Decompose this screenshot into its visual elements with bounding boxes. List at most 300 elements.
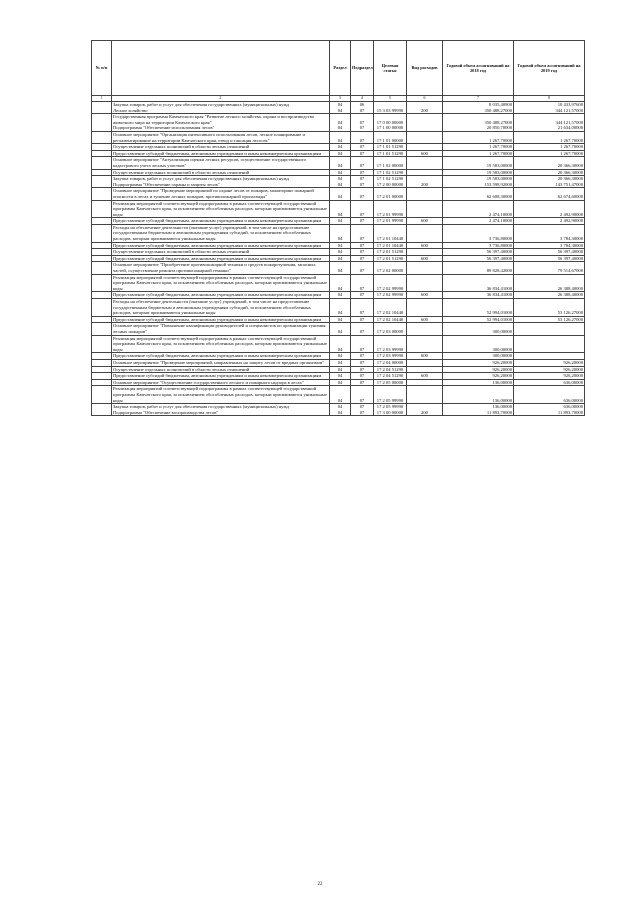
row-name-cell xyxy=(112,404,330,416)
cell-line: 79 514,67000 xyxy=(557,268,583,274)
row-num-cell xyxy=(92,379,112,386)
cell-line: 2 492,90000 xyxy=(560,211,583,217)
cell-line: 11 893,70000 xyxy=(557,409,583,415)
cell-line: Предоставление субсидий бюджетным, автономным учреждениям и иным некоммерческим организациям xyxy=(113,150,322,156)
row-vr-cell xyxy=(407,169,443,176)
row-vr-cell xyxy=(407,131,443,143)
cell-line: 04 xyxy=(337,316,343,322)
cell-line: 20 366,30000 xyxy=(557,169,583,175)
table-row xyxy=(92,249,585,256)
cell-line: Подпрограмма "Обеспечение использования лесов" xyxy=(113,125,215,131)
row-csr-cell xyxy=(374,274,407,292)
row-name-cell xyxy=(112,131,330,143)
row-num-cell xyxy=(92,224,112,242)
row-2019-cell xyxy=(514,335,585,353)
row-vr-cell xyxy=(407,373,443,380)
table-row xyxy=(92,274,585,292)
cell-line: 62 608,30000 xyxy=(486,193,512,199)
row-2019-cell xyxy=(514,169,585,176)
cell-line: 04 xyxy=(337,193,343,199)
cell-line: 04 xyxy=(337,181,343,187)
row-csr-cell xyxy=(374,379,407,386)
table-row xyxy=(92,255,585,262)
row-name-cell xyxy=(112,366,330,373)
cell-line: 136,00000 xyxy=(492,404,512,410)
cell-line: 04 xyxy=(337,218,343,224)
column-number: 8 xyxy=(514,96,585,102)
table-row xyxy=(92,176,585,188)
cell-line: 07 xyxy=(359,242,365,248)
row-razdel-cell xyxy=(330,249,351,256)
cell-line: 3 784,30000 xyxy=(560,242,583,248)
row-2019-cell xyxy=(514,274,585,292)
row-vr-cell xyxy=(407,359,443,366)
row-csr-cell xyxy=(374,262,407,274)
row-csr-cell xyxy=(374,242,407,249)
cell-line: Закупка товаров, работ и услуг для обеспечения государственных (муниципальных) нужд xyxy=(113,102,289,107)
row-name-cell xyxy=(112,353,330,360)
cell-line: 07 xyxy=(359,211,365,217)
cell-line: 56 397,40000 xyxy=(486,249,512,255)
row-vr-cell xyxy=(407,404,443,416)
row-podrazdel-cell xyxy=(351,255,374,262)
row-name-cell xyxy=(112,292,330,299)
cell-line: 17 2 01 10440 xyxy=(376,242,404,248)
cell-line: 04 xyxy=(337,346,343,352)
row-2018-cell xyxy=(443,299,514,317)
cell-line: Предоставление субсидий бюджетным, автономным учреждениям и иным некоммерческим организациям xyxy=(113,353,322,359)
row-csr-cell xyxy=(374,224,407,242)
row-csr-cell xyxy=(374,359,407,366)
row-csr-cell xyxy=(374,188,407,200)
column-number: 3 xyxy=(330,96,351,102)
row-name-cell xyxy=(112,299,330,317)
row-podrazdel-cell xyxy=(351,386,374,404)
row-podrazdel-cell xyxy=(351,353,374,360)
cell-line: Предоставление субсидий бюджетным, автономным учреждениям и иным некоммерческим организациям xyxy=(113,292,322,298)
cell-line: 53 126,27000 xyxy=(557,316,583,322)
cell-line: 07 xyxy=(359,162,365,168)
cell-line: 17 2 04 00000 xyxy=(376,359,404,365)
cell-line: 04 xyxy=(337,404,343,410)
row-podrazdel-cell xyxy=(351,131,374,143)
row-name-cell xyxy=(112,274,330,292)
cell-line: 04 xyxy=(337,144,343,150)
table-row xyxy=(92,359,585,366)
row-2019-cell xyxy=(514,242,585,249)
cell-line: Основное мероприятие "Осуществление государственного лесного и пожарного надзора в лесах" xyxy=(113,379,304,385)
row-podrazdel-cell xyxy=(351,335,374,353)
row-vr-cell xyxy=(407,200,443,218)
row-2018-cell xyxy=(443,242,514,249)
row-vr-cell xyxy=(407,323,443,335)
cell-line: 600 xyxy=(421,316,428,322)
cell-line: 07 xyxy=(359,169,365,175)
cell-line: 07 xyxy=(359,379,365,385)
cell-line: Закупка товаров, работ и услуг для обеспечения государственных (муниципальных) нужд xyxy=(113,176,289,182)
cell-line: 17 2 02 99990 xyxy=(376,285,404,291)
cell-line: 344 121,57000 xyxy=(555,119,583,125)
cell-line: 17 1 02 00000 xyxy=(376,162,404,168)
table-row xyxy=(92,218,585,225)
cell-line: 600 xyxy=(421,218,428,224)
row-razdel-cell xyxy=(330,359,351,366)
cell-line: 20 366,30000 xyxy=(557,176,583,182)
row-vr-cell xyxy=(407,249,443,256)
row-num-cell xyxy=(92,255,112,262)
table-row xyxy=(92,169,585,176)
row-2018-cell xyxy=(443,176,514,188)
row-razdel-cell xyxy=(330,299,351,317)
cell-line: 07 xyxy=(359,310,365,316)
row-podrazdel-cell xyxy=(351,176,374,188)
cell-line: 07 xyxy=(359,404,365,410)
row-razdel-cell xyxy=(330,379,351,386)
row-2019-cell xyxy=(514,131,585,143)
cell-line: 07 xyxy=(359,125,365,131)
row-2019-cell xyxy=(514,114,585,132)
row-vr-cell xyxy=(407,353,443,360)
cell-line: 17 2 01 99990 xyxy=(376,218,404,224)
cell-line: 200 xyxy=(421,409,428,415)
cell-line: 36 834,41000 xyxy=(486,285,512,291)
cell-line: 17 2 04 51290 xyxy=(376,373,404,379)
row-name-cell xyxy=(112,335,330,353)
row-num-cell xyxy=(92,144,112,151)
row-podrazdel-cell xyxy=(351,366,374,373)
cell-line: 04 xyxy=(337,150,343,156)
cell-line: Предоставление субсидий бюджетным, автономным учреждениям и иным некоммерческим организациям xyxy=(113,316,322,322)
row-podrazdel-cell xyxy=(351,150,374,157)
cell-line: Осуществление отдельных полномочий в области лесных отношений xyxy=(113,249,250,255)
cell-line: 04 xyxy=(337,137,343,143)
row-csr-cell xyxy=(374,292,407,299)
row-name-cell xyxy=(112,262,330,274)
cell-line: 17 2 05 99990 xyxy=(376,404,404,410)
cell-line: 56 397,40000 xyxy=(557,255,583,261)
row-podrazdel-cell xyxy=(351,169,374,176)
page-number: 22 xyxy=(317,882,323,887)
cell-line: 04 xyxy=(337,285,343,291)
cell-line: 17 2 03 00000 xyxy=(376,328,404,334)
row-razdel-cell xyxy=(330,188,351,200)
row-name-cell xyxy=(112,102,330,114)
row-2018-cell xyxy=(443,224,514,242)
table-row xyxy=(92,224,585,242)
row-num-cell xyxy=(92,353,112,360)
cell-line: 350 488,27000 xyxy=(484,119,512,125)
row-podrazdel-cell xyxy=(351,323,374,335)
row-podrazdel-cell xyxy=(351,188,374,200)
cell-line: 04 xyxy=(337,169,343,175)
row-num-cell xyxy=(92,404,112,416)
cell-line: 07 xyxy=(359,181,365,187)
cell-line: 1 267,70000 xyxy=(489,150,512,156)
cell-line: 17 1 01 51290 xyxy=(376,150,404,156)
row-num-cell xyxy=(92,386,112,404)
cell-line: 600 xyxy=(421,353,428,359)
row-vr-cell xyxy=(407,274,443,292)
row-razdel-cell xyxy=(330,114,351,132)
cell-line: 53 126,27000 xyxy=(557,310,583,316)
row-name-cell xyxy=(112,176,330,188)
row-2019-cell xyxy=(514,200,585,218)
cell-line: 19 583,00000 xyxy=(486,176,512,182)
row-2018-cell xyxy=(443,323,514,335)
cell-line: 600 xyxy=(421,255,428,261)
cell-line: 04 xyxy=(337,359,343,365)
row-vr-cell xyxy=(407,176,443,188)
row-vr-cell xyxy=(407,218,443,225)
header-razdel: Раздел xyxy=(330,41,351,96)
table-row xyxy=(92,323,585,335)
cell-line: 52 994,01000 xyxy=(486,316,512,322)
row-2018-cell xyxy=(443,150,514,157)
cell-line: Предоставление субсидий бюджетным, автономным учреждениям и иным некоммерческим организациям xyxy=(113,242,322,248)
budget-table-sheet xyxy=(91,40,584,416)
row-razdel-cell xyxy=(330,200,351,218)
cell-line: 17 1 01 51290 xyxy=(376,144,404,150)
cell-line: 17 2 01 51290 xyxy=(376,255,404,261)
cell-line: Осуществление отдельных полномочий в области лесных отношений xyxy=(113,144,250,150)
row-podrazdel-cell xyxy=(351,114,374,132)
row-num-cell xyxy=(92,218,112,225)
row-num-cell xyxy=(92,169,112,176)
row-podrazdel-cell xyxy=(351,262,374,274)
cell-line: 8 035,40900 xyxy=(489,102,512,107)
row-razdel-cell xyxy=(330,386,351,404)
cell-line: 07 xyxy=(359,316,365,322)
cell-line: 1 267,70000 xyxy=(489,137,512,143)
row-name-cell xyxy=(112,242,330,249)
table-row xyxy=(92,292,585,299)
table-row xyxy=(92,373,585,380)
row-2018-cell xyxy=(443,335,514,353)
header-vr: Вид расходов xyxy=(407,41,443,96)
row-csr-cell xyxy=(374,157,407,169)
row-podrazdel-cell xyxy=(351,242,374,249)
cell-line: 07 xyxy=(359,218,365,224)
table-row xyxy=(92,188,585,200)
row-csr-cell xyxy=(374,373,407,380)
table-row xyxy=(92,114,585,132)
cell-line: 07 xyxy=(359,268,365,274)
cell-line: 636,00000 xyxy=(563,397,583,403)
row-2019-cell xyxy=(514,323,585,335)
cell-line: Реализация мероприятий соответствующей подпрограммы в рамках соответствующей государственной программы Камчатского края, за исключением обособленных расходов, которым присваиваются уникальные коды xyxy=(113,386,327,403)
row-razdel-cell xyxy=(330,169,351,176)
row-num-cell xyxy=(92,373,112,380)
table-row xyxy=(92,353,585,360)
row-name-cell xyxy=(112,255,330,262)
row-csr-cell xyxy=(374,316,407,323)
row-num-cell xyxy=(92,200,112,218)
row-vr-cell xyxy=(407,292,443,299)
table-row xyxy=(92,150,585,157)
column-number: 7 xyxy=(443,96,514,102)
row-razdel-cell xyxy=(330,131,351,143)
cell-line: 926,20000 xyxy=(492,359,512,365)
row-razdel-cell xyxy=(330,335,351,353)
cell-line: 07 xyxy=(359,249,365,255)
row-name-cell xyxy=(112,359,330,366)
cell-line: 300,00000 xyxy=(492,328,512,334)
row-2019-cell xyxy=(514,218,585,225)
cell-line: 926,20000 xyxy=(563,373,583,379)
table-row xyxy=(92,157,585,169)
cell-line: 07 xyxy=(359,409,365,415)
row-csr-cell xyxy=(374,299,407,317)
row-vr-cell xyxy=(407,102,443,114)
row-2019-cell xyxy=(514,366,585,373)
row-podrazdel-cell xyxy=(351,224,374,242)
cell-line: 07 xyxy=(359,176,365,182)
cell-line: 06 xyxy=(359,102,365,107)
row-razdel-cell xyxy=(330,102,351,114)
row-csr-cell xyxy=(374,335,407,353)
cell-line: Предоставление субсидий бюджетным, автономным учреждениям и иным некоммерческим организациям xyxy=(113,218,322,224)
row-razdel-cell xyxy=(330,404,351,416)
row-razdel-cell xyxy=(330,242,351,249)
table-row xyxy=(92,200,585,218)
row-csr-cell xyxy=(374,386,407,404)
row-vr-cell xyxy=(407,255,443,262)
header-2018: Годовой объем ассигнований на 2018 год xyxy=(443,41,514,96)
cell-line: Реализация мероприятий соответствующей подпрограммы в рамках соответствующей государственной программы Камчатского края, за исключением обособленных расходов, которым присваиваются уникальные коды xyxy=(113,335,327,352)
header-2019: Годовой объем ассигнований на 2019 год xyxy=(514,41,585,96)
cell-line: 17 2 02 99990 xyxy=(376,292,404,298)
row-razdel-cell xyxy=(330,366,351,373)
row-podrazdel-cell xyxy=(351,102,374,114)
cell-line: Закупка товаров, работ и услуг для обеспечения государственных (муниципальных) нужд xyxy=(113,404,289,410)
row-2018-cell xyxy=(443,366,514,373)
header-csr: Целевая статья xyxy=(374,41,407,96)
row-csr-cell xyxy=(374,249,407,256)
row-num-cell xyxy=(92,323,112,335)
cell-line: 17 2 04 51290 xyxy=(376,366,404,372)
row-name-cell xyxy=(112,379,330,386)
row-2019-cell xyxy=(514,157,585,169)
cell-line: 04 xyxy=(337,236,343,242)
table-row xyxy=(92,335,585,353)
cell-line: 600 xyxy=(421,150,428,156)
cell-line: 07 xyxy=(359,346,365,352)
row-podrazdel-cell xyxy=(351,379,374,386)
row-2018-cell xyxy=(443,114,514,132)
cell-line: 89 828,42000 xyxy=(486,268,512,274)
table-row xyxy=(92,379,585,386)
cell-line: Основное мероприятие "Повышение квалификации руководителей и специалистов по организации тушения лесных пожаров" xyxy=(113,323,326,334)
cell-line: 200 xyxy=(421,107,428,113)
row-2019-cell xyxy=(514,299,585,317)
budget-table xyxy=(91,40,585,416)
cell-line: 17 2 00 00000 xyxy=(376,181,404,187)
row-2019-cell xyxy=(514,386,585,404)
row-csr-cell xyxy=(374,102,407,114)
row-num-cell xyxy=(92,114,112,132)
cell-line: 17 2 02 00000 xyxy=(376,268,404,274)
cell-line: 07 xyxy=(359,255,365,261)
cell-line: 136,00000 xyxy=(492,379,512,385)
row-2019-cell xyxy=(514,224,585,242)
row-2018-cell xyxy=(443,274,514,292)
row-2019-cell xyxy=(514,262,585,274)
row-csr-cell xyxy=(374,131,407,143)
cell-line: 04 xyxy=(337,102,343,107)
cell-line: Осуществление отдельных полномочий в области лесных отношений xyxy=(113,366,250,372)
row-podrazdel-cell xyxy=(351,292,374,299)
cell-line: 17 1 02 51290 xyxy=(376,176,404,182)
cell-line: 07 xyxy=(359,137,365,143)
cell-line: 2 474,10000 xyxy=(489,211,512,217)
row-vr-cell xyxy=(407,316,443,323)
cell-line: Основное мероприятие "Организация интенсивного использования лесов, лесное планирование и регламентирование на территории Камчатского края, отвод и таксация лесосек" xyxy=(113,131,305,143)
row-vr-cell xyxy=(407,188,443,200)
row-vr-cell xyxy=(407,262,443,274)
row-razdel-cell xyxy=(330,144,351,151)
cell-line: 350 488,27000 xyxy=(484,107,512,113)
row-csr-cell xyxy=(374,255,407,262)
cell-line: 26 388,40000 xyxy=(557,292,583,298)
cell-line: 17 2 05 99990 xyxy=(376,397,404,403)
row-razdel-cell xyxy=(330,262,351,274)
header-num: № п/п xyxy=(92,41,112,96)
cell-line: 20 366,30000 xyxy=(557,162,583,168)
cell-line: 04 xyxy=(337,366,343,372)
row-num-cell xyxy=(92,188,112,200)
row-2019-cell xyxy=(514,404,585,416)
cell-line: 17 0 00 00000 xyxy=(376,119,404,125)
cell-line: 62 674,60000 xyxy=(557,193,583,199)
row-name-cell xyxy=(112,114,330,132)
cell-line: 04 xyxy=(337,373,343,379)
row-razdel-cell xyxy=(330,224,351,242)
cell-line: 07 xyxy=(359,397,365,403)
cell-line: 07 xyxy=(359,328,365,334)
table-row xyxy=(92,316,585,323)
cell-line: 17 2 01 00000 xyxy=(376,193,404,199)
row-2018-cell xyxy=(443,102,514,114)
cell-line: 04 xyxy=(337,379,343,385)
row-2018-cell xyxy=(443,373,514,380)
row-csr-cell xyxy=(374,404,407,416)
cell-line: 07 xyxy=(359,292,365,298)
cell-line: 17 1 01 00000 xyxy=(376,137,404,143)
cell-line: 2 474,10000 xyxy=(489,218,512,224)
cell-line: 200 xyxy=(421,181,428,187)
row-num-cell xyxy=(92,157,112,169)
cell-line: 07 xyxy=(359,144,365,150)
row-num-cell xyxy=(92,274,112,292)
row-razdel-cell xyxy=(330,274,351,292)
cell-line: Основное мероприятие "Приобретение противопожарной техники и средств пожаротушения, запасных частей, осуществление ремонта противопожарной техники" xyxy=(113,262,316,274)
row-2018-cell xyxy=(443,255,514,262)
row-razdel-cell xyxy=(330,353,351,360)
cell-line: 344 121,57000 xyxy=(555,107,583,113)
cell-line: 07 xyxy=(359,359,365,365)
row-2019-cell xyxy=(514,249,585,256)
table-row xyxy=(92,366,585,373)
row-vr-cell xyxy=(407,366,443,373)
cell-line: Реализация мероприятий соответствующей подпрограммы в рамках соответствующей государственной программы Камчатского края, за исключением обособленных расходов, которым присваиваются уникальные коды xyxy=(113,200,327,217)
row-razdel-cell xyxy=(330,150,351,157)
cell-line: 04 xyxy=(337,255,343,261)
cell-line: 20 850,70000 xyxy=(486,125,512,131)
row-name-cell xyxy=(112,144,330,151)
cell-line: 56 397,40000 xyxy=(486,255,512,261)
cell-line: 56 397,40000 xyxy=(557,249,583,255)
table-row xyxy=(92,102,585,114)
